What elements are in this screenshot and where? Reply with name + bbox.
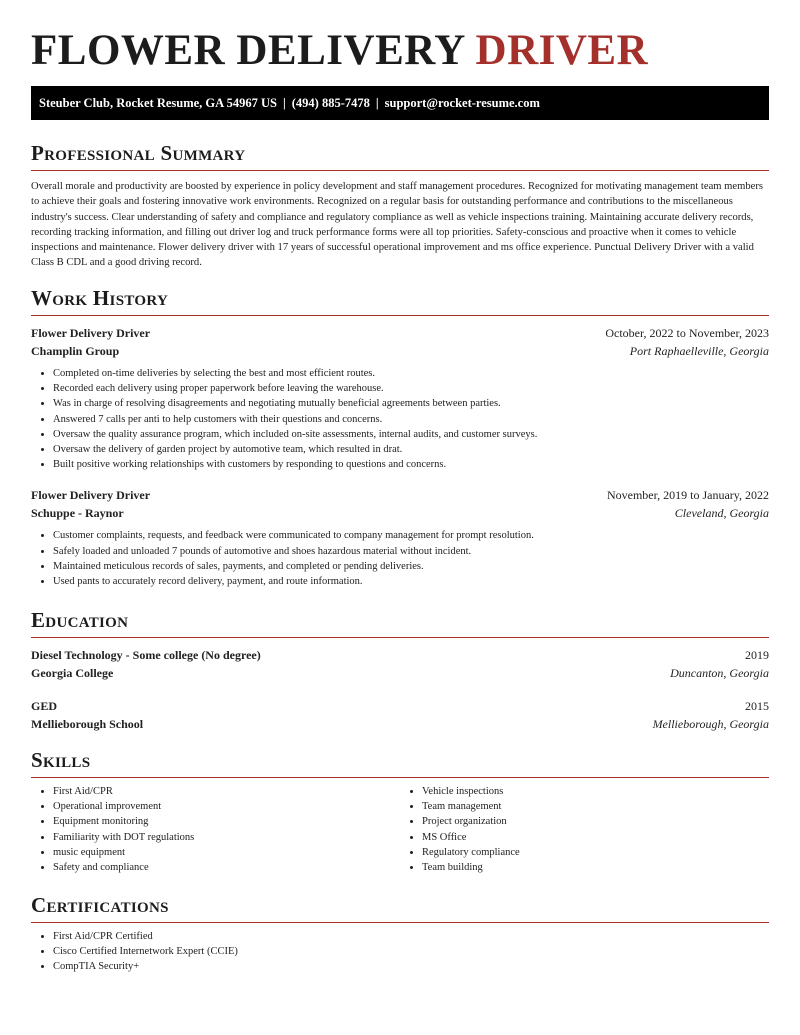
contact-bar (31, 86, 769, 120)
education-year: 2015 (745, 699, 769, 713)
job-bullets (31, 366, 769, 472)
education-school-row (31, 715, 769, 733)
education-school: Mellieborough School (31, 717, 144, 731)
skills-section (31, 747, 769, 875)
education-school-row (31, 664, 769, 682)
work-heading: Work History (31, 286, 169, 310)
job-bullet: • Recorded each delivery using proper paperwork before leaving the warehouse. (53, 381, 769, 396)
certification-item: • CompTIA Security+ (53, 959, 769, 974)
job-company-row (31, 504, 769, 522)
job-entry (31, 486, 769, 589)
job-bullet: • Customer complaints, requests, and feedback were communicated to company management for prompt resolution. (53, 528, 769, 543)
work-section (31, 285, 769, 589)
certifications-heading: Certifications (31, 893, 169, 917)
skill-item: • Regulatory compliance (422, 845, 769, 860)
job-bullet: • Answered 7 calls per anti to help customers with their questions and concerns. (53, 412, 769, 427)
summary-text: Overall morale and productivity are boosted by experience in policy development and staff management procedures. Recognized for motivating management team members to achieve their goals and fostering innovative work environments. Recognized on a regular basis for outstanding performance and contributions to the miscellaneous industry's success. Clear understanding of safety and compliance and regulatory compliance as well as vehicle inspections training. Maintaining accurate delivery records, recording tracking information, and filling out driver log and truck performance forms were all top priorities. Safety-conscious and proactive when it comes to vehicle inspections and maintenance. Flower delivery driver with 17 years of successful operational improvement and ms office experience. Punctual Delivery Driver with a valid Class B CDL and a good driving record. (31, 181, 763, 269)
job-header-row (31, 486, 769, 504)
job-entry (31, 324, 769, 472)
education-degree: GED (31, 699, 58, 713)
skill-item: • Safety and compliance (53, 860, 400, 875)
education-school: Georgia College (31, 666, 114, 680)
job-bullet: • Oversaw the delivery of garden project by automotive team, which resulted in drat. (53, 442, 769, 457)
job-bullet: • Maintained meticulous records of sales, payments, and completed or pending deliveries. (53, 559, 769, 574)
job-bullet: • Completed on-time deliveries by selecting the best and most efficient routes. (53, 366, 769, 381)
skills-columns (31, 784, 769, 875)
contact-separator: | (282, 96, 286, 110)
skills-heading: Skills (31, 748, 91, 772)
contact-address: Steuber Club, Rocket Resume, GA 54967 US (39, 96, 277, 110)
job-title: Flower Delivery Driver (31, 488, 151, 503)
skill-item: • Team building (422, 860, 769, 875)
section-divider (31, 777, 769, 778)
job-company: Champlin Group (31, 344, 120, 358)
section-divider (31, 922, 769, 923)
skill-item: • Familiarity with DOT regulations (53, 830, 400, 845)
job-bullets (31, 528, 769, 589)
education-entry (31, 697, 769, 733)
education-heading: Education (31, 608, 129, 632)
job-dates: November, 2019 to January, 2022 (606, 488, 769, 503)
education-section (31, 607, 769, 733)
title-accent: DRIVER (475, 27, 649, 74)
resume-title (31, 28, 648, 74)
job-company: Schuppe - Raynor (31, 506, 124, 521)
skill-item: • music equipment (53, 845, 400, 860)
skills-list-left (31, 784, 400, 875)
contact-email[interactable]: support@rocket-resume.com (384, 96, 540, 110)
job-bullet: • Used pants to accurately record delivery, payment, and route information. (53, 574, 769, 589)
summary-heading: Professional Summary (31, 141, 246, 165)
education-year: 2019 (745, 648, 769, 662)
education-degree-row (31, 697, 769, 715)
skill-item: • Equipment monitoring (53, 814, 400, 829)
job-company-row (31, 342, 769, 360)
skill-item: • Vehicle inspections (422, 784, 769, 799)
education-location: Duncanton, Georgia (670, 666, 769, 680)
education-degree: Diesel Technology - Some college (No degree) (31, 648, 261, 662)
job-bullet: • Was in charge of resolving disagreements and negotiating mutually beneficial agreements between parties. (53, 396, 769, 411)
job-location: Port Raphaelleville, Georgia (629, 344, 769, 358)
skill-item: • Team management (422, 799, 769, 814)
skill-item: • Project organization (422, 814, 769, 829)
skill-item: • First Aid/CPR (53, 784, 400, 799)
skills-list-right (400, 784, 769, 875)
section-divider (31, 637, 769, 638)
contact-separator: | (375, 96, 379, 110)
job-bullet: • Oversaw the quality assurance program, which included on-site assessments, internal audits, and customer surveys. (53, 427, 769, 442)
job-dates: October, 2022 to November, 2023 (605, 326, 769, 340)
job-location: Cleveland, Georgia (674, 506, 769, 521)
skill-item: • MS Office (422, 830, 769, 845)
section-divider (31, 170, 769, 171)
job-header-row (31, 324, 769, 342)
contact-phone[interactable]: (494) 885-7478 (291, 96, 370, 110)
job-title: Flower Delivery Driver (31, 326, 151, 340)
skill-item: • Operational improvement (53, 799, 400, 814)
certification-item: • First Aid/CPR Certified (53, 929, 769, 944)
section-divider (31, 315, 769, 316)
certification-item: • Cisco Certified Internetwork Expert (CCIE) (53, 944, 769, 959)
job-bullet: • Built positive working relationships with customers by responding to questions and concerns. (53, 457, 769, 472)
certifications-section (31, 892, 769, 975)
education-entry (31, 646, 769, 682)
job-bullet: • Safely loaded and unloaded 7 pounds of automotive and shoes hazardous material without incident. (53, 544, 769, 559)
summary-section (31, 140, 769, 271)
title-main: FLOWER DELIVERY (31, 27, 465, 74)
education-location: Mellieborough, Georgia (652, 717, 769, 731)
certifications-list (31, 929, 769, 975)
education-degree-row (31, 646, 769, 664)
